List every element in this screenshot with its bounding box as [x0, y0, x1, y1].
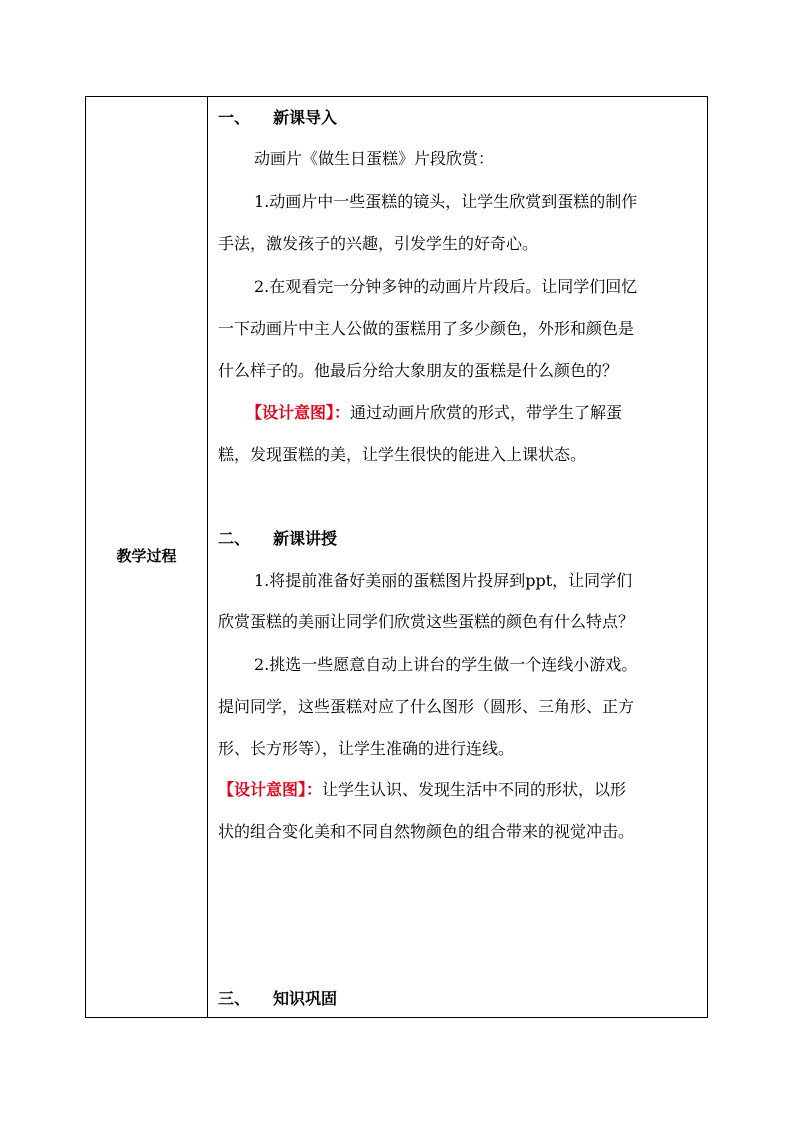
lesson-table: [85, 96, 708, 1018]
paragraph-line: 形、长方形等），让学生准确的进行连线。: [218, 739, 515, 758]
paragraph-line: 1.动画片中一些蛋糕的镜头，让学生欣赏到蛋糕的制作: [254, 192, 638, 211]
paragraph-line: 糕，发现蛋糕的美，让学生很快的能进入上课状态。: [218, 445, 587, 464]
paragraph-line: 手法，激发孩子的兴趣，引发学生的好奇心。: [218, 234, 539, 253]
section-number-2: 二、: [218, 529, 251, 548]
design-intent-label: 【设计意图】：: [218, 780, 323, 799]
section-heading-1: [218, 108, 337, 128]
design-intent-text: 让学生认识、发现生活中不同的形状，以形: [322, 780, 627, 799]
paragraph-line: 欣赏蛋糕的美丽让同学们欣赏这些蛋糕的颜色有什么特点？: [218, 612, 635, 631]
row-label: 教学过程: [116, 547, 177, 565]
section-heading-3: [218, 989, 337, 1009]
paragraph-line: 什么样子的。他最后分给大象朋友的蛋糕是什么颜色的？: [218, 361, 619, 380]
paragraph-line: 2.在观看完一分钟多钟的动画片片段后。让同学们回忆: [254, 277, 638, 296]
section-title-3: 知识巩固: [273, 989, 338, 1008]
section-number-3: 三、: [218, 989, 251, 1008]
design-intent-line: [218, 780, 626, 800]
paragraph-line: 1.将提前准备好美丽的蛋糕图片投屏到ppt，让同学们: [254, 571, 633, 590]
paragraph-line: 2.挑选一些愿意自动上讲台的学生做一个连线小游戏。: [254, 655, 638, 674]
paragraph-line: 动画片《做生日蛋糕》片段欣赏：: [254, 149, 495, 168]
section-heading-2: [218, 529, 337, 549]
section-number-1: 一、: [218, 108, 251, 127]
paragraph-line: 提问同学，这些蛋糕对应了什么图形（圆形、三角形、正方: [218, 697, 635, 716]
design-intent-text: 通过动画片欣赏的形式，带学生了解蛋: [350, 403, 623, 422]
design-intent-label: 【设计意图】：: [246, 403, 351, 422]
section-title-1: 新课导入: [273, 108, 338, 127]
paragraph-line: 状的组合变化美和不同自然物颜色的组合带来的视觉冲击。: [218, 822, 635, 841]
section-title-2: 新课讲授: [273, 529, 338, 548]
column-divider: [207, 97, 208, 1017]
paragraph-line: 一下动画片中主人公做的蛋糕用了多少颜色，外形和颜色是: [218, 319, 635, 338]
design-intent-line: [246, 403, 622, 423]
